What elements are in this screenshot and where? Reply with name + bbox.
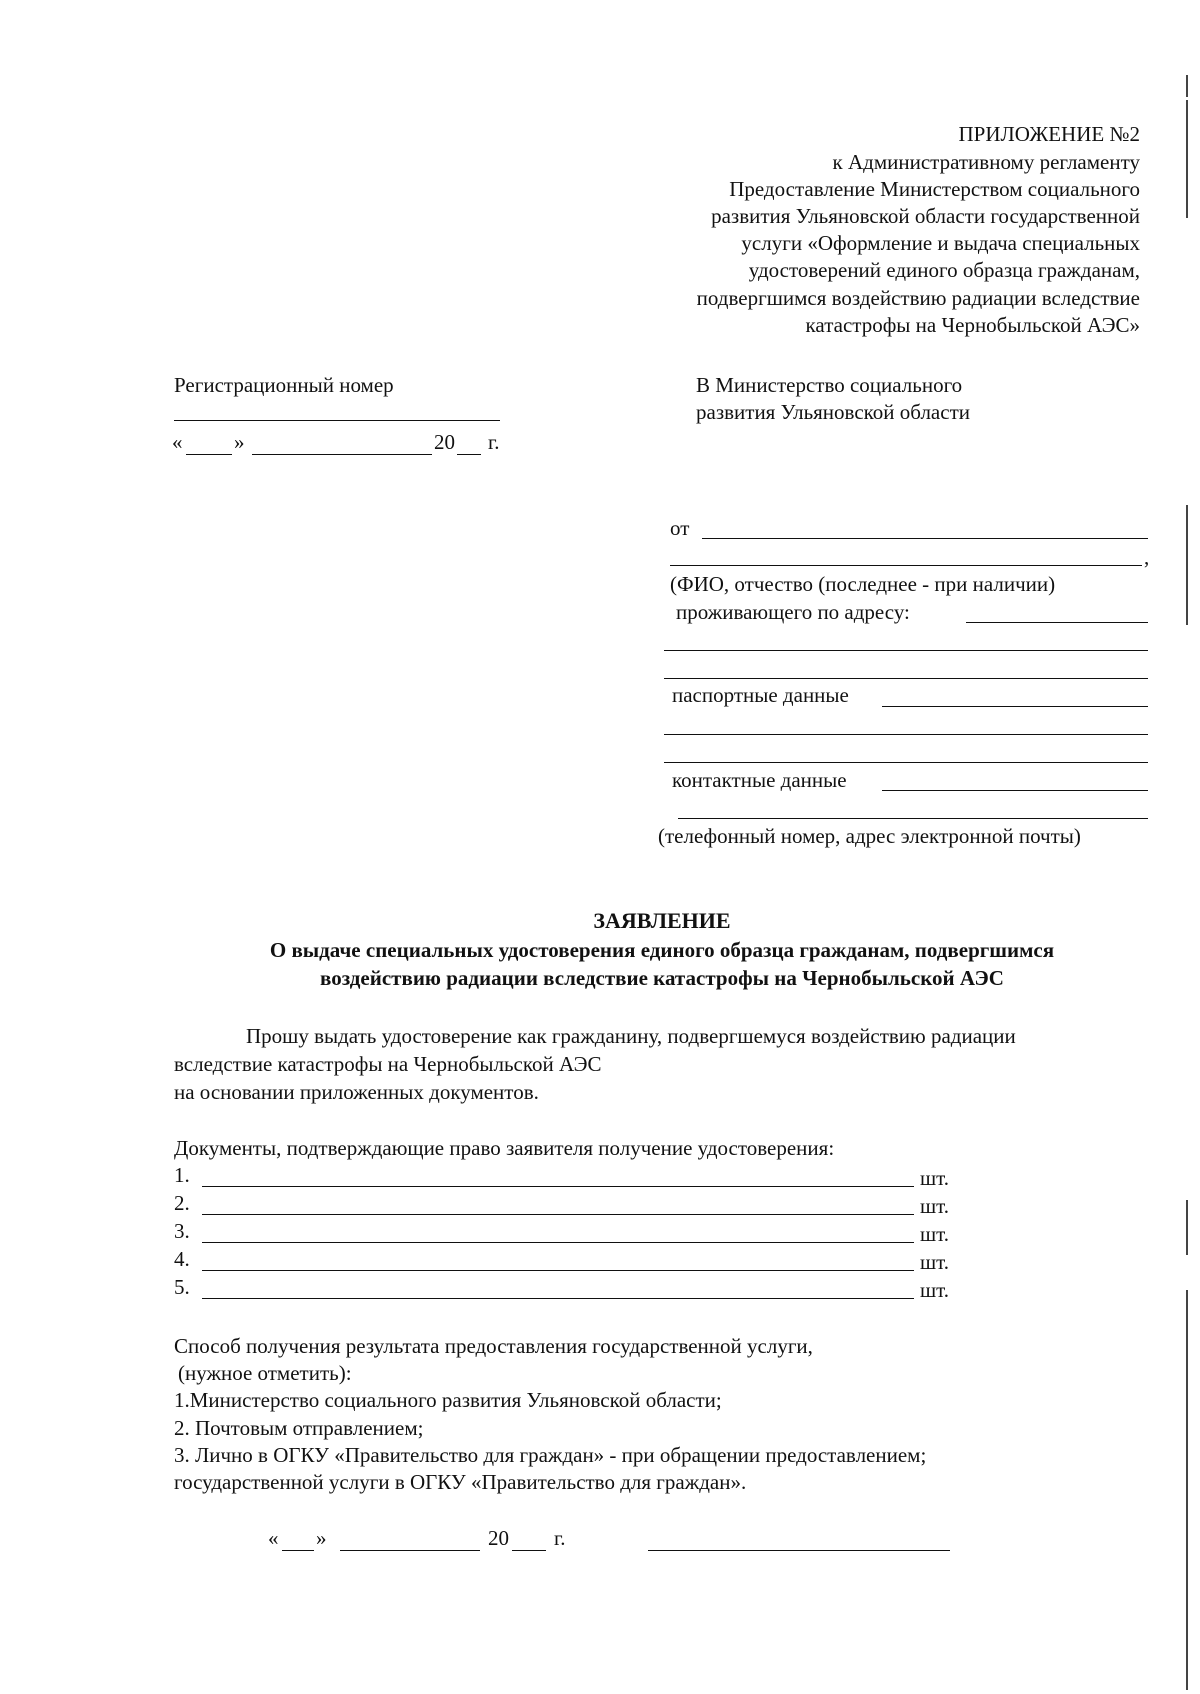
signature-month-field[interactable] (340, 1550, 480, 1551)
registration-quote-open: « (172, 430, 183, 454)
scan-edge-mark (1186, 1290, 1188, 1690)
fio-comma: , (1144, 545, 1150, 569)
document-item-unit: шт. (920, 1278, 950, 1302)
signature-day-field[interactable] (282, 1550, 314, 1551)
contacts-field[interactable] (882, 790, 1148, 791)
document-item-field[interactable] (202, 1298, 914, 1299)
contacts-field-line2[interactable] (678, 818, 1148, 819)
document-item-unit: шт. (920, 1166, 950, 1190)
delivery-option[interactable]: 3. Лично в ОГКУ «Правительство для граждан» - при обращении предоставлением; (174, 1443, 927, 1467)
registration-quote-close: » (234, 430, 245, 454)
registration-year-prefix: 20 (434, 430, 455, 454)
appendix-title: ПРИЛОЖЕНИЕ №2 (958, 122, 1140, 146)
document-item-field[interactable] (202, 1242, 914, 1243)
registration-year-suffix: г. (488, 430, 500, 454)
statement-body-line: вследствие катастрофы на Чернобыльской АЭС (174, 1052, 602, 1076)
appendix-line: Предоставление Министерством социального (729, 177, 1140, 201)
appendix-line: услуги «Оформление и выдача специальных (741, 231, 1140, 255)
scan-edge-mark (1186, 75, 1188, 97)
contacts-label: контактные данные (672, 768, 847, 792)
signature-year-suffix: г. (554, 1526, 566, 1550)
document-item-number: 2. (174, 1191, 190, 1215)
document-item-field[interactable] (202, 1186, 914, 1187)
delivery-option[interactable]: 2. Почтовым отправлением; (174, 1416, 424, 1440)
address-field-line2[interactable] (664, 650, 1148, 651)
registration-day-field[interactable] (186, 454, 232, 455)
document-item-number: 1. (174, 1163, 190, 1187)
passport-field[interactable] (882, 706, 1148, 707)
address-label: проживающего по адресу: (676, 600, 910, 624)
statement-subtitle: воздействию радиации вследствие катастрофы на Чернобыльской АЭС (320, 966, 1004, 990)
signature-quote-close: » (316, 1526, 327, 1550)
delivery-heading: Способ получения результата предоставления государственной услуги, (174, 1334, 813, 1358)
contacts-note: (телефонный номер, адрес электронной почты) (658, 824, 1081, 848)
signature-year-field[interactable] (512, 1550, 546, 1551)
statement-body-line: Прошу выдать удостоверение как гражданину, подвергшемуся воздействию радиации (246, 1024, 1016, 1048)
passport-field-line3[interactable] (664, 762, 1148, 763)
appendix-line: удостоверений единого образца гражданам, (748, 258, 1140, 282)
document-item-field[interactable] (202, 1214, 914, 1215)
documents-heading: Документы, подтверждающие право заявителя получение удостоверения: (174, 1136, 835, 1160)
statement-body-line: на основании приложенных документов. (174, 1080, 539, 1104)
registration-month-field[interactable] (252, 454, 432, 455)
signature-field[interactable] (648, 1550, 950, 1551)
addressee-line: В Министерство социального (696, 373, 963, 397)
statement-subtitle: О выдаче специальных удостоверения единого образца гражданам, подвергшимся (269, 938, 1055, 962)
scan-edge-mark (1186, 505, 1188, 625)
appendix-line: развития Ульяновской области государственной (711, 204, 1140, 228)
delivery-option[interactable]: 1.Министерство социального развития Ульяновской области; (174, 1388, 722, 1412)
passport-label: паспортные данные (672, 683, 849, 707)
address-field-line3[interactable] (664, 678, 1148, 679)
appendix-line: катастрофы на Чернобыльской АЭС» (805, 313, 1140, 337)
statement-title: ЗАЯВЛЕНИЕ (593, 908, 731, 933)
from-label: от (670, 516, 690, 540)
registration-year-field[interactable] (457, 454, 481, 455)
scan-edge-mark (1186, 100, 1188, 218)
document-item-number: 5. (174, 1275, 190, 1299)
delivery-hint: (нужное отметить): (178, 1361, 352, 1385)
document-item-unit: шт. (920, 1250, 950, 1274)
passport-field-line2[interactable] (664, 734, 1148, 735)
document-item-unit: шт. (920, 1222, 950, 1246)
fio-field[interactable] (702, 538, 1148, 539)
delivery-option-continuation: государственной услуги в ОГКУ «Правительство для граждан». (174, 1470, 747, 1494)
scan-edge-mark (1186, 1200, 1188, 1255)
fio-note: (ФИО, отчество (последнее - при наличии) (670, 572, 1056, 596)
registration-number-field[interactable] (174, 420, 500, 421)
address-field[interactable] (966, 622, 1148, 623)
fio-field-line2[interactable] (670, 565, 1142, 566)
signature-quote-open: « (268, 1526, 279, 1550)
appendix-line: подвергшимся воздействию радиации вследствие (696, 286, 1140, 310)
document-item-field[interactable] (202, 1270, 914, 1271)
signature-year-prefix: 20 (488, 1526, 509, 1550)
addressee-line: развития Ульяновской области (696, 400, 970, 424)
document-item-number: 3. (174, 1219, 190, 1243)
document-item-number: 4. (174, 1247, 190, 1271)
registration-label: Регистрационный номер (174, 373, 394, 397)
appendix-line: к Административному регламенту (832, 150, 1140, 174)
document-item-unit: шт. (920, 1194, 950, 1218)
